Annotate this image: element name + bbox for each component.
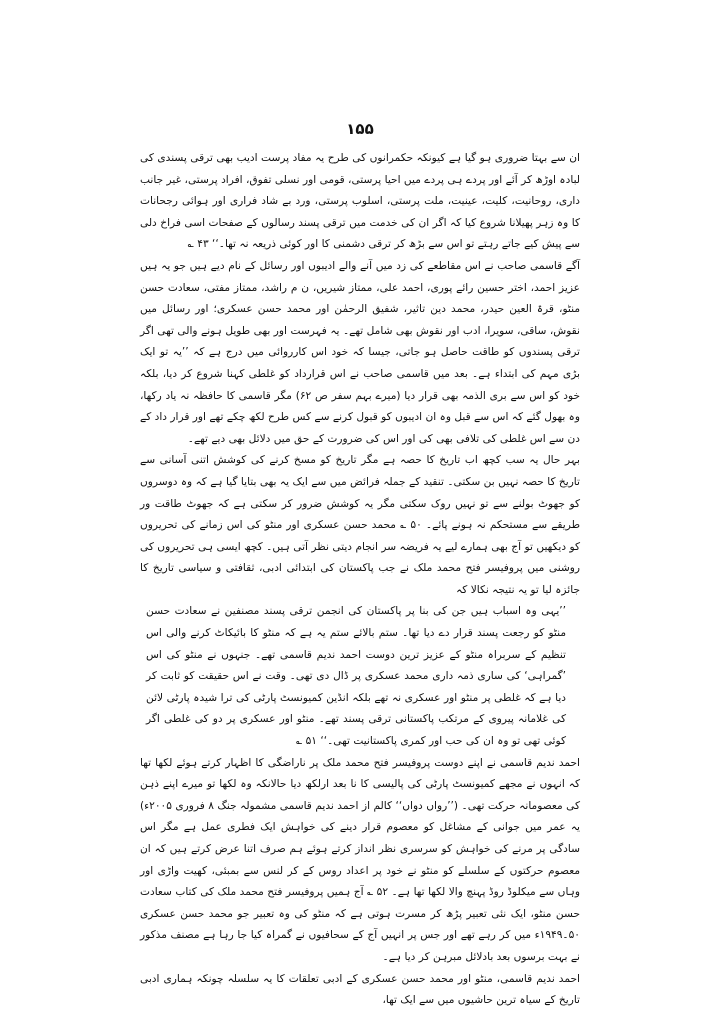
paragraph: آگے قاسمی صاحب نے اس مقاطعے کی زد میں آنے والے ادیبوں اور رسائل کے نام دیے ہیں جو یہ ہیں عزیز احمد، اختر حسین رائے پوری، احمد علی، ممتاز شیریں، ن م راشد، ممتاز مفتی، سعادت حسن منٹو، قرۃ العین حیدر، محمد دین تاثیر، شفیق الرحمٰن اور محمد حسن عسکری؛ اور رسائل میں نقوش، ساقی، سویرا، ادب اور نقوش بھی شامل تھے۔ یہ فہرست اور بھی طویل ہونے والی تھی اگر ترقی پسندوں کو طاقت حاصل ہو جاتی، جیسا کہ خود اس کارروائی میں درج ہے کہ ’’یہ تو ایک بڑی مہم کی ابتداء ہے۔ بعد میں قاسمی صاحب نے اس قرارداد کو غلطی کہنا شروع کر دیا، بلکہ خود کو اس سے بری الذمہ بھی قرار دیا (میرے بہم سفر ص ۶۲) مگر قاسمی کا حافظہ نہ یاد رکھا، وہ بھول گئے کہ اس سے قبل وہ ان ادیبوں کو قبول کرنے سے کس طرح لکھ چکے تھے اور قرار داد کے دن سے اس غلطی کی تلافی بھی کی اور اس کی ضرورت کے حق میں دلائل بھی دیے تھے۔ xyxy=(140,259,580,445)
paragraph: احمد ندیم قاسمی، منٹو اور محمد حسن عسکری کے ادبی تعلقات کا یہ سلسلہ چونکہ ہماری ادبی تاریخ کے سیاہ ترین حاشیوں میں سے ایک تھا، xyxy=(140,972,580,1007)
paragraph: احمد ندیم قاسمی نے اپنے دوست پروفیسر فتح محمد ملک پر ناراضگی کا اظہار کرتے ہوئے لکھا تھا کہ انہوں نے مجھے کمیونسٹ پارٹی کی پالیسی کا نا بعد ارلکھ دیا حالانکہ وہ لکھا تو میرے اپنے ذہن کی معصومانہ حرکت تھی۔ (’’رواں دواں‘‘ کالم از احمد ندیم قاسمی مشمولہ جنگ ۸ فروری ۲۰۰۵ء) یہ عمر میں جوانی کے مشاغل کو معصوم قرار دینے کی خواہش ایک فطری عمل ہے مگر اس سادگی پر مرنے کی خواہش کو سرسری نظر انداز کرتے ہوئے ہم صرف اتنا عرض کرتے ہیں کہ ان معصوم حرکتوں کے سلسلے کو منٹو نے خود پر اعداد روس کے کر لنس سے بمبئی، کھیت واڑی اور وہاں سے میکلوڈ روڈ پہنچ والا لکھا تھا ہے۔ ۵۲ ؎ آج ہمیں پروفیسر فتح محمد ملک کی کتاب سعادت حسن منٹو، ایک نئی تعبیر پڑھ کر مسرت ہوتی ہے کہ منٹو کی وہ تعبیر جو محمد حسن عسکری ۵۰۔۱۹۴۹ء میں کر رہے تھے اور جس پر انہیں آج کے سحافیوں نے گمراہ کیا جا رہا ہے مصنف مذکور نے بہت برسوں بعد بادلائل مبرہن کر دیا ہے۔ xyxy=(140,756,581,963)
body-text xyxy=(140,148,580,1012)
paragraph: ان سے بہتا ضروری ہو گیا ہے کیونکہ حکمرانوں کی طرح یہ مفاد پرست ادیب بھی ترقی پسندی کی لبادہ اوڑھ کر آئے اور پردے ہی پردے میں احیا پرستی، قومی اور نسلی تفوق، افراد پرستی، غیر جانب داری، روحانیت، کلیت، عینیت، ملت پرستی، اسلوب پرستی، ورد بے شاد فراری اور ہوائی رجحانات کا وہ زہر پھیلانا شروع کیا کہ اگر ان کی خدمت میں ترقی پسند رسالوں کے صفحات اسی فراخ دلی سے پیش کیے جاتے رہتے تو اس سے بڑھ کر ترقی دشمنی کا اور کوئی ذریعہ نہ تھا۔‘‘ ۴۳ ؎ xyxy=(140,152,580,251)
page-number: ۱۵۵ xyxy=(346,120,374,138)
paragraph: بہر حال یہ سب کچھ اب تاریخ کا حصہ ہے مگر تاریخ کو مسخ کرنے کی کوشش اتنی آسانی سے تاریخ کا حصہ نہیں بن سکتی۔ تنقید کے جملہ فرائض میں سے ایک یہ بھی بتایا گیا ہے کہ وہ دوسروں کو جھوٹ بولنے سے تو نہیں روک سکتی مگر یہ کوشش ضرور کر سکتی ہے کہ جھوٹ طاقت ور طریقے سے مستحکم نہ ہونے پائے۔ ۵۰ ؎ محمد حسن عسکری اور منٹو کی اس زمانے کی تحریروں کو دیکھیں تو آج بھی ہمارے لیے یہ فریضہ سر انجام دیتی نظر آتی ہیں۔ کچھ ایسی ہی تحریروں کی روشنی میں پروفیسر فتح محمد ملک نے جب پاکستان کی ابتدائی ادبی، ثقافتی و سیاسی تاریخ کا جائزہ لیا تو یہ نتیجہ نکالا کہ xyxy=(140,454,580,596)
block-quote: ’’یہی وہ اسباب ہیں جن کی بنا پر پاکستان کی انجمن ترقی پسند مصنفین نے سعادت حسن منٹو کو رجعت پسند قرار دے دیا تھا۔ ستم بالائے ستم یہ ہے کہ منٹو کا بائیکاٹ کرنے والی اس تنظیم کے سربراہ منٹو کے عزیز ترین دوست احمد ندیم قاسمی تھے۔ جنہوں نے منٹو کی اس ’گمراہی‘ کی ساری ذمہ داری محمد عسکری پر ڈال دی تھی۔ وقت نے اس حقیقت کو ثابت کر دیا ہے کہ غلطی پر منٹو اور عسکری نہ تھے بلکہ انڈین کمیونسٹ پارٹی کی ترا شیدہ پارٹی لائن کی غلامانہ پیروی کے مرتکب پاکستانی ترقی پسند تھے۔ منٹو اور عسکری پر دو کی غلطی اگر کوئی تھی تو وہ ان کی حب اور کمری پاکستانیت تھی۔‘‘ ۵۱ ؎ xyxy=(146,605,566,748)
